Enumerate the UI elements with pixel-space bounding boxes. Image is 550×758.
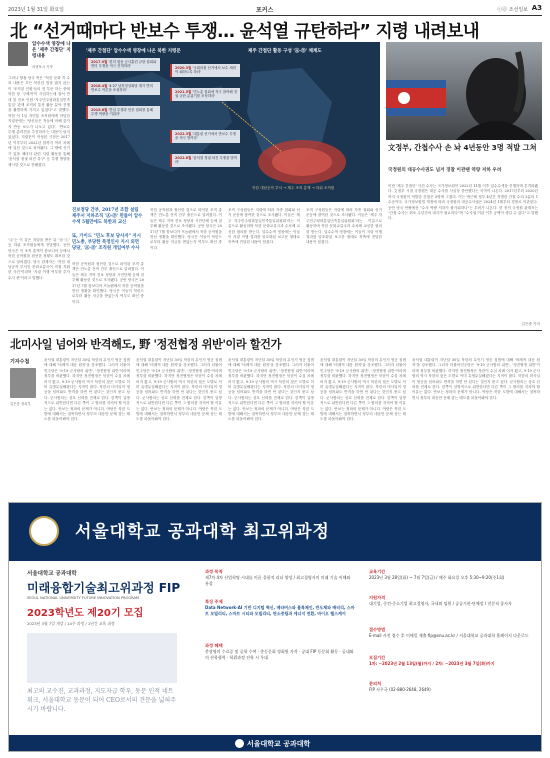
section2-body-col4: 윤석열 대통령이 지난달 30일 북한의 무인기 영공 침범에 대해 '비례적 대응 원칙'을 강조했다. 그러자 더불어민주당은 '9·19 군사합의 위반', '정전협정 위반'이라며 정부를 비판했다. 하지만 정전협정은 북한이 수십 차례 어겨 왔고, 9·19 군사합의 역시 북한의 잦은 도발로 이미 유명무실해졌다는 지적이 많다. 북한의 미사일이 영공을 넘어와도 반격을 하면 안 된다는 것인지 묻고 싶다. 군사합의는 상호 신뢰를 전제로 한다. 한쪽이 일방적으로 위반한다면 다른 쪽이 그 합의를 지켜야 할 이유는 없다. 안보는 정파의 문제가 아니다. 야당은 북한 도발에 대해서는 침묵하면서 정부의 대응만 문제 삼는 태도를 되돌아봐야 한다.: [320, 358, 406, 422]
ad-section: 특징 주제 Data Network-AI 기반 디지털 혁신, 메타버스와 블록체인, 반도체와 배터리, 스마트 모빌리티, 스마트 시티와 모빌리티, 탄소중립과 에너지 전환, 바이오 헬스케어: [205, 599, 355, 616]
section-rule: [8, 330, 542, 331]
ad-program: 미래융합기술최고위과정 FIP: [27, 581, 181, 595]
main-headline: 北 “선거때마다 반보수 투쟁… 윤석열 규탄하라” 지령 내려보내: [10, 22, 480, 42]
mid-subhead-1: 진보정당 간부, 2017년 조합 설립 제주서 지하조직 'Ⓐ-Ⓑ' 만들어 압수수색 5월만에도 북한과 교신: [72, 208, 143, 226]
ad-section: 과정 목적 제7차 4차 산업혁명 시대를 이끌 융합적 리더 양성 / 최고경영자의 미래 기술 이해와 통찰: [205, 569, 351, 586]
left-byline: 서귀포시 기자: [32, 65, 53, 69]
section-name: 포커스: [256, 7, 274, 14]
ad-school: 서울대학교 공과대학: [27, 571, 77, 577]
page-header: [8, 3, 542, 15]
mid-subhead-2: 또, 가이드 "민노 후보 당사자" 지시 민노총, 부당한 특정인사 지시 외면 당당, 'Ⓐ-Ⓑ' 조직원 개입여부 수사: [72, 234, 141, 252]
ad-tagline: 2023년 3월 7일 개강 / 14주 과정 / 1년간 교육 과정: [27, 621, 115, 626]
left-subhead: 압수수색 영장에 나온 '제주 간첩단' 지령내용: [32, 42, 71, 59]
infographic-title: '제주 간첩단' 압수수색 영장에 나온 북한 지령문: [86, 49, 181, 54]
reporter-photo: [10, 368, 36, 398]
photo-illustration: [386, 42, 542, 140]
ad-slogan: 최고의 교수진, 교과과정, 지도자급 학우, 동문 인적 네트워크, 서울대학교 동문이 되어 CEO로서의 견문을 넓혀주시기 바랍니다.: [27, 688, 176, 713]
ad-banner: [9, 503, 542, 561]
mid-body-col2: 북한 공작원과 접선한 것으로 파악된 조직 총책은 민노총 전직 간부 출신으로 알려졌다. 이들은 제주 지역 진보 정당과 시민단체 등에 침투해 활동한 것으로 조사됐다. 공안 당국은 2017년 7월 캄보디아 프놈펜에서 북한 공작원을 만난 정황을 확인했다. 당국은 이들이 북한으로부터 활동 자금을 받았는지 여부도 확인 중이다.: [150, 208, 222, 250]
ad-program-en: SEOUL NATIONAL UNIVERSITY FUTURE INNOVATION PROGRAM: [27, 596, 140, 600]
column-label: 기자수첩: [10, 359, 30, 365]
spy-illustration-image: [386, 42, 542, 140]
university-seal-icon: [29, 516, 59, 546]
right-byline: 김은중 기자: [521, 322, 540, 326]
paper-name: ⓒⓓ 조선일보: [497, 7, 528, 13]
page-number: A3: [531, 4, 542, 12]
section2-body-col2: 윤석열 대통령이 지난달 30일 북한의 무인기 영공 침범에 대해 '비례적 대응 원칙'을 강조했다. 그러자 더불어민주당은 '9·19 군사합의 위반', '정전협정 위반'이라며 정부를 비판했다. 하지만 정전협정은 북한이 수십 차례 어겨 왔고, 9·19 군사합의 역시 북한의 잦은 도발로 이미 유명무실해졌다는 지적이 많다. 북한의 미사일이 영공을 넘어와도 반격을 하면 안 된다는 것인지 묻고 싶다. 군사합의는 상호 신뢰를 전제로 한다. 한쪽이 일방적으로 위반한다면 다른 쪽이 그 합의를 지켜야 할 이유는 없다. 안보는 정파의 문제가 아니다. 야당은 북한 도발에 대해서는 침묵하면서 정부의 대응만 문제 삼는 태도를 되돌아봐야 한다.: [136, 358, 222, 422]
infographic-title-2: 제주 간첩단 활동 구성 'Ⓐ-Ⓑ' 체계도: [248, 49, 322, 54]
date-line: 2023년 1월 31일 화요일: [8, 7, 65, 13]
timeline-item: 2021.5월 '민노총 집회에 적극 참여해 정권 규탄 분위기를 조성하라': [170, 88, 240, 101]
header-rule: [8, 15, 542, 16]
right-subhead: 국정원의 대공수사권도 넘겨 경찰 이관땐 역량 저하 우려: [388, 168, 502, 173]
infographic: [72, 42, 380, 202]
right-headline: 文정부, 간첩수사 손 놔 4년동안 3명 적발 그쳐: [388, 143, 537, 152]
timeline-item: 2020.3월 '국회의원 선거에서 보수 세력이 패하도록 하라': [170, 64, 240, 77]
timeline-item: 2017.9월 '한미 합동 군사훈련 규탄 집회와 반미 투쟁을 적극 전개하라': [86, 58, 160, 71]
ad-banner-title: 서울대학교 공과대학 최고위과정: [75, 522, 330, 542]
mid-body-col3: 조직 구성원들은 지령에 따라 각종 집회와 선거 운동에 참여한 것으로 조사됐다. 이들은 '제주 자주민주평화통일민족통일위원회'라는 이름으로 활동하며 북한 문화교류국과 수차례 교신한 혐의를 받는다. 압수수색 영장에는 이들이 지령 이행 결과를 암호화된 보고문 형태로 북측에 전달한 내용이 담겼다.: [228, 208, 300, 245]
section2-body-col5: 윤석열 대통령이 지난달 30일 북한의 무인기 영공 침범에 대해 '비례적 대응 원칙'을 강조했다. 그러자 더불어민주당은 '9·19 군사합의 위반', '정전협정 위반'이라며 정부를 비판했다. 하지만 정전협정은 북한이 수십 차례 어겨 왔고, 9·19 군사합의 역시 북한의 잦은 도발로 이미 유명무실해졌다는 지적이 많다. 북한의 미사일이 영공을 넘어와도 반격을 하면 안 된다는 것인지 묻고 싶다. 군사합의는 상호 신뢰를 전제로 한다. 한쪽이 일방적으로 위반한다면 다른 쪽이 그 합의를 지켜야 할 이유는 없다. 안보는 정파의 문제가 아니다. 야당은 북한 도발에 대해서는 침묵하면서 정부의 대응만 문제 삼는 태도를 되돌아봐야 한다.: [412, 358, 540, 400]
left-body: 그러나 방첩 당국 측은 "북한 문화 지 수의 내용은 모든 북한한 법을 밟지 않는 이 '조직된 인원'들의 전 부문 하는 중에 북한 장 '구체적'이 사업하는데 참석 반대 및 진보 인원 '자주민주평화통일민족통일' 관계 조직의 통상 활동 분야 진행을 활발하게 가지고 있었다"고 말했다. 북한 이 1일 자민통 조직원에게 하달한 지령문에는 '당신들은 적들에 의해 갖가지 반동 보도가 나오고 있다', '반보수 투쟁 총력전을 추진하라'는 내용이 담겨 있었다. 지령문이 작성된 시점은 2017년 이후부터 2022년 말까지 여러 차례에 걸친 것으로 파악됐다. 그 밖에 선거가 있을 때마다 관련 지령 활동을 통해 '윤석열 정권 퇴진 촉구' 등 투쟁 방향을 제시한 것으로 전해졌다.: [8, 76, 70, 167]
left-column: [8, 42, 71, 310]
ad-footer-title: 서울대학교 공과대학: [247, 740, 311, 748]
section2-body-col3: 윤석열 대통령이 지난달 30일 북한의 무인기 영공 침범에 대해 '비례적 대응 원칙'을 강조했다. 그러자 더불어민주당은 '9·19 군사합의 위반', '정전협정 위반'이라며 정부를 비판했다. 하지만 정전협정은 북한이 수십 차례 어겨 왔고, 9·19 군사합의 역시 북한의 잦은 도발로 이미 유명무실해졌다는 지적이 많다. 북한의 미사일이 영공을 넘어와도 반격을 하면 안 된다는 것인지 묻고 싶다. 군사합의는 상호 신뢰를 전제로 한다. 한쪽이 일방적으로 위반한다면 다른 쪽이 그 합의를 지켜야 할 이유는 없다. 안보는 정파의 문제가 아니다. 야당은 북한 도발에 대해서는 침묵하면서 정부의 대응만 문제 삼는 태도를 되돌아봐야 한다.: [228, 358, 314, 422]
ad-section: 과정 혜택 총장명의 수료증 및 공학 수여 · 총동문회 정회원 자격 · 공대 FIP 동문회 활동 · 공대와의 산학협력 · 학위과정 진학 시 우대: [205, 643, 354, 660]
mid-body-col4: 조직 구성원들은 지령에 따라 각종 집회와 선거 운동에 참여한 것으로 조사됐다. 이들은 '제주 자주민주평화통일민족통일위원회'라는 이름으로 활동하며 북한 문화교류국과 수차례 교신한 혐의를 받는다. 압수수색 영장에는 이들이 지령 이행 결과를 암호화된 보고문 형태로 북측에 전달한 내용이 담겼다.: [306, 208, 382, 245]
ad-info-row: 접수방법 E-mail 사전 접수 후 이메일 제출 fip@snu.ac.kr / 서울대학교 공과대학 홈페이지 다운로드: [369, 627, 529, 638]
university-seal-small-icon: [235, 739, 244, 748]
section2-byline: 김은중 정치부: [10, 402, 31, 406]
paper-mark: ⓒⓓ: [497, 7, 508, 13]
document-thumbnail: [8, 42, 28, 66]
timeline-item: 2018.4월 '4·27 남북정상회담 계기 반미 반보수 여론을 조성하라': [86, 82, 160, 95]
section2-body-col1: 윤석열 대통령이 지난달 30일 북한의 무인기 영공 침범에 대해 '비례적 대응 원칙'을 강조했다. 그러자 더불어민주당은 '9·19 군사합의 위반', '정전협정 위반'이라며 정부를 비판했다. 하지만 정전협정은 북한이 수십 차례 어겨 왔고, 9·19 군사합의 역시 북한의 잦은 도발로 이미 유명무실해졌다는 지적이 많다. 북한의 미사일이 영공을 넘어와도 반격을 하면 안 된다는 것인지 묻고 싶다. 군사합의는 상호 신뢰를 전제로 한다. 한쪽이 일방적으로 위반한다면 다른 쪽이 그 합의를 지켜야 할 이유는 없다. 안보는 정파의 문제가 아니다. 야당은 북한 도발에 대해서는 침묵하면서 정부의 대응만 문제 삼는 태도를 되돌아봐야 한다.: [44, 358, 130, 422]
ad-info-row: 문의처 FIP 사무국 (02-880-2648, 2649): [369, 681, 431, 692]
ad-photo: [27, 633, 177, 683]
ad-info-row: 지원자격 대기업, 중견·중소기업 최고경영자, 국내외 임원 / 공공기관·단체장 / 전문직 종사자: [369, 595, 512, 606]
ad-recruit: 2023학년도 제20기 모집: [27, 608, 144, 619]
ad-footer: [9, 735, 542, 752]
ad-info-row: 교육기간 2023년 3월 28일(화) ~ 7월 7일(금) / 매주 화요일 오후 5:30~9:20(주1회): [369, 569, 505, 580]
section2-headline: 北미사일 넘어와 반격해도, 野 '정전협정 위반'이라 할건가: [10, 338, 281, 351]
timeline-item: 2022.8월 '윤석열 정권 퇴진 투쟁을 벌여라': [170, 154, 240, 167]
right-body: 이번 '제주 간첩단' 사건 수사는 국가정보원이 2022년 11월 이후 압수수색을 진행하며 본격화됐다. 文정부 시절 국정원은 대공 수사를 사실상 중단했다는 지적이 나온다. 2017년부터 2020년까지 국정원이 적발한 간첩은 3명에 그쳤다. 이는 박근혜 정부 4년간 적발한 간첩 수의 3분의 1 수준이다. 국가정보원법 개정에 따라 국정원의 대공수사권은 2024년 1월부터 경찰로 이관된다. 공안 당국 안팎에선 "수사 역량 저하가 불가피하다"는 우려가 나온다. 한 전직 국정원 관계자는 "간첩 수사는 최소 수년간의 내사가 필요하다"며 "수사권 이관 이후 공백이 생길 수 있다"고 말했다.: [388, 184, 538, 221]
timeline-item: 2019.6월 '반일 투쟁과 민중 집회를 통해 투쟁 역량을 키워라': [86, 106, 160, 119]
timeline-item: 2022.3월 '대통령 선거에서 반보수 투쟁을 적극 벌여라': [170, 130, 240, 143]
mid-body-left: 북한 공작원과 접선한 것으로 파악된 조직 총책은 민노총 전직 간부 출신으로 알려졌다. 이들은 제주 지역 진보 정당과 시민단체 등에 침투해 활동한 것으로 조사됐다. 공안 당국은 2017년 7월 캄보디아 프놈펜에서 북한 공작원을 만난 정황을 확인했다. 당국은 이들이 북한으로부터 활동 자금을 받았는지 여부도 확인 중이다.: [72, 262, 144, 304]
ad-info-row: 모집기간 1차: ~2023년 2월 13일(월)까지 / 2차: ~2023년 3월 7일(화)까지: [369, 655, 495, 666]
infographic-map-label: 북한 대남공작 부서 → 제주 조직 총책 → 하위 조직원: [252, 186, 335, 190]
left-body-2: 'Ⓐ'는 이 같은 지령을 받은 뒤 'Ⓑ-①' 등 하위 조직원들에게 전달했다. 공안 당국은 이 조직 총책이 캄보디아 등에서 북한 공작원을 접선한 정황도 확보한 것으로 알려졌다. 당국 관계자는 '북한 대남공작 부서인 문화교류국이 직접 지휘한 사건'이라며 '지령 이행 여부를 추가 수사 중'이라고 말했다.: [8, 238, 70, 280]
advertisement: [8, 502, 542, 752]
